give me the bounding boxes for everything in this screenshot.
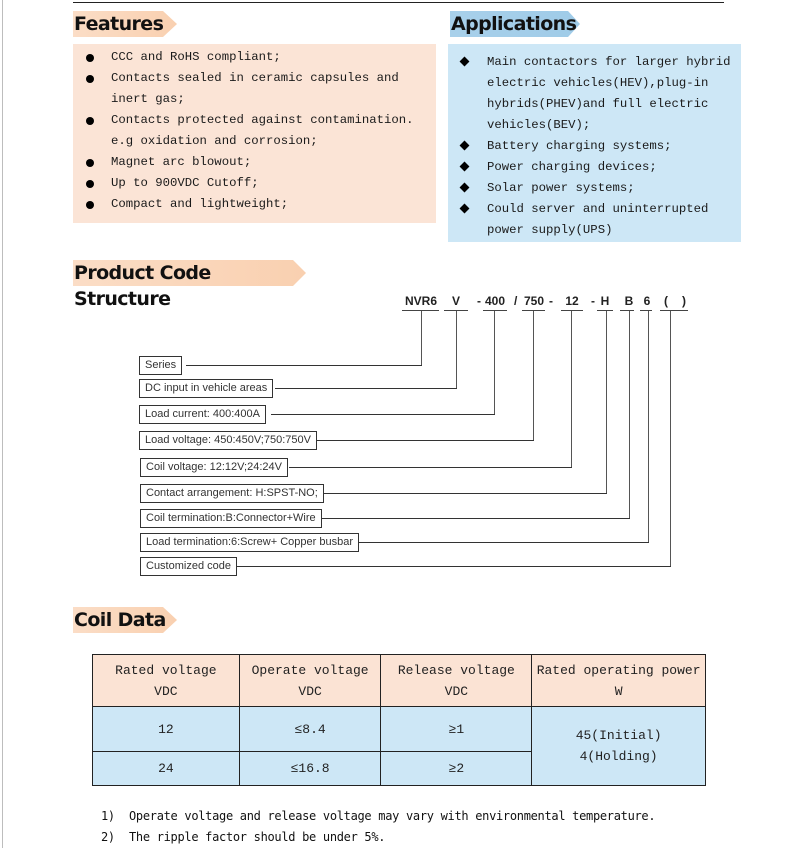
application-item: Main contactors for larger hybrid electric vehicles(HEV),plug-in hybrids(PHEV)and full electric vehicles(BEV); <box>487 52 739 136</box>
leader-line <box>235 566 671 567</box>
product-code-title: Product Code Structure <box>74 262 211 310</box>
cell-release-voltage: ≥1 <box>381 707 532 752</box>
leader-line <box>629 311 630 518</box>
leader-line <box>271 414 495 415</box>
feature-item: Magnet arc blowout; <box>111 152 433 173</box>
application-item: Solar power systems; <box>487 178 739 199</box>
features-list <box>111 47 433 215</box>
leader-line <box>533 311 534 440</box>
code-custom-close: ) <box>682 294 686 308</box>
code-label-load-termination: Load termination:6:Screw+ Copper busbar <box>140 533 359 552</box>
leader-line <box>275 388 457 389</box>
code-label-current: Load current: 400:400A <box>139 405 266 424</box>
code-label-type: DC input in vehicle areas <box>139 379 273 398</box>
code-voltage: 750 <box>523 294 545 308</box>
code-custom-open: ( <box>664 294 668 308</box>
application-item: Battery charging systems; <box>487 136 739 157</box>
features-panel <box>73 44 436 223</box>
leader-line <box>322 518 630 519</box>
bullet-diamond-icon <box>460 183 470 193</box>
leader-line <box>186 365 422 366</box>
bullet-diamond-icon <box>460 162 470 172</box>
code-underline <box>561 310 583 311</box>
bullet-dot-icon <box>86 180 94 188</box>
leader-line <box>357 542 649 543</box>
feature-item: Compact and lightweight; <box>111 194 433 215</box>
bullet-diamond-icon <box>460 57 470 67</box>
bullet-diamond-icon <box>460 204 470 214</box>
header-release-voltage: Release voltage VDC <box>381 655 532 707</box>
code-coil: 12 <box>565 294 579 308</box>
code-load-termination: 6 <box>643 294 651 308</box>
code-label-series: Series <box>139 356 182 375</box>
header-operate-voltage: Operate voltage VDC <box>239 655 381 707</box>
header-rated-power: Rated operating power W <box>532 655 706 707</box>
leader-line <box>606 311 607 493</box>
code-separator: - <box>549 294 553 308</box>
code-underline <box>483 310 507 311</box>
cell-operate-voltage: ≤16.8 <box>239 752 381 786</box>
leader-line <box>317 440 534 441</box>
leader-line <box>494 311 495 414</box>
note-item: 1) Operate voltage and release voltage may vary with environmental temperature. <box>101 809 656 823</box>
product-code-heading <box>73 260 307 310</box>
cell-rated-voltage: 12 <box>93 707 240 752</box>
leader-line <box>456 311 457 388</box>
code-series: NVR6 <box>404 294 437 308</box>
code-coil-termination: B <box>624 294 634 308</box>
top-divider <box>73 2 724 3</box>
code-contact: H <box>600 294 610 308</box>
header-rated-voltage: Rated voltage VDC <box>93 655 240 707</box>
feature-item: CCC and RoHS compliant; <box>111 47 433 68</box>
code-label-coil-termination: Coil termination:B:Connector+Wire <box>140 509 322 528</box>
code-underline <box>597 310 613 311</box>
applications-panel <box>448 44 741 242</box>
code-underline <box>620 310 634 311</box>
application-item: Power charging devices; <box>487 157 739 178</box>
application-item: Could server and uninterrupted power supply(UPS) <box>487 199 739 241</box>
feature-item: Contacts protected against contamination. e.g oxidation and corrosion; <box>111 110 433 152</box>
feature-item: Contacts sealed in ceramic capsules and inert gas; <box>111 68 433 110</box>
code-label-coil-voltage: Coil voltage: 12:12V;24:24V <box>140 458 288 477</box>
code-separator: - <box>591 294 595 308</box>
page-left-border <box>2 0 3 848</box>
note-item: 2) The ripple factor should be under 5%. <box>101 830 386 844</box>
bullet-dot-icon <box>86 54 94 62</box>
applications-title: Applications <box>451 13 577 35</box>
code-underline <box>640 310 652 311</box>
bullet-dot-icon <box>86 117 94 125</box>
coil-data-table <box>92 654 706 786</box>
bullet-dot-icon <box>86 159 94 167</box>
code-current: 400 <box>484 294 506 308</box>
features-title: Features <box>74 13 164 35</box>
code-label-voltage: Load voltage: 450:450V;750:750V <box>139 431 317 450</box>
code-separator: / <box>514 294 518 308</box>
table-row <box>93 707 706 752</box>
feature-item: Up to 900VDC Cutoff; <box>111 173 433 194</box>
leader-line <box>648 311 649 542</box>
code-label-customized: Customized code <box>140 557 237 576</box>
coil-data-title: Coil Data <box>74 609 166 631</box>
code-separator: - <box>477 294 481 308</box>
leader-line <box>421 311 422 365</box>
leader-line <box>322 493 607 494</box>
cell-rated-power: 45(Initial) 4(Holding) <box>532 707 706 786</box>
coil-notes <box>101 806 741 848</box>
table-header-row <box>93 655 706 707</box>
cell-operate-voltage: ≤8.4 <box>239 707 381 752</box>
leader-line <box>670 311 671 566</box>
bullet-dot-icon <box>86 75 94 83</box>
features-heading <box>73 11 178 37</box>
code-underline <box>660 310 688 311</box>
applications-heading <box>450 11 581 37</box>
bullet-diamond-icon <box>460 141 470 151</box>
applications-list <box>487 52 739 241</box>
code-label-contact: Contact arrangement: H:SPST-NO; <box>140 484 324 503</box>
leader-line <box>289 467 572 468</box>
cell-rated-voltage: 24 <box>93 752 240 786</box>
code-type: V <box>451 294 460 308</box>
cell-release-voltage: ≥2 <box>381 752 532 786</box>
bullet-dot-icon <box>86 201 94 209</box>
leader-line <box>571 311 572 467</box>
coil-data-heading <box>73 607 178 633</box>
